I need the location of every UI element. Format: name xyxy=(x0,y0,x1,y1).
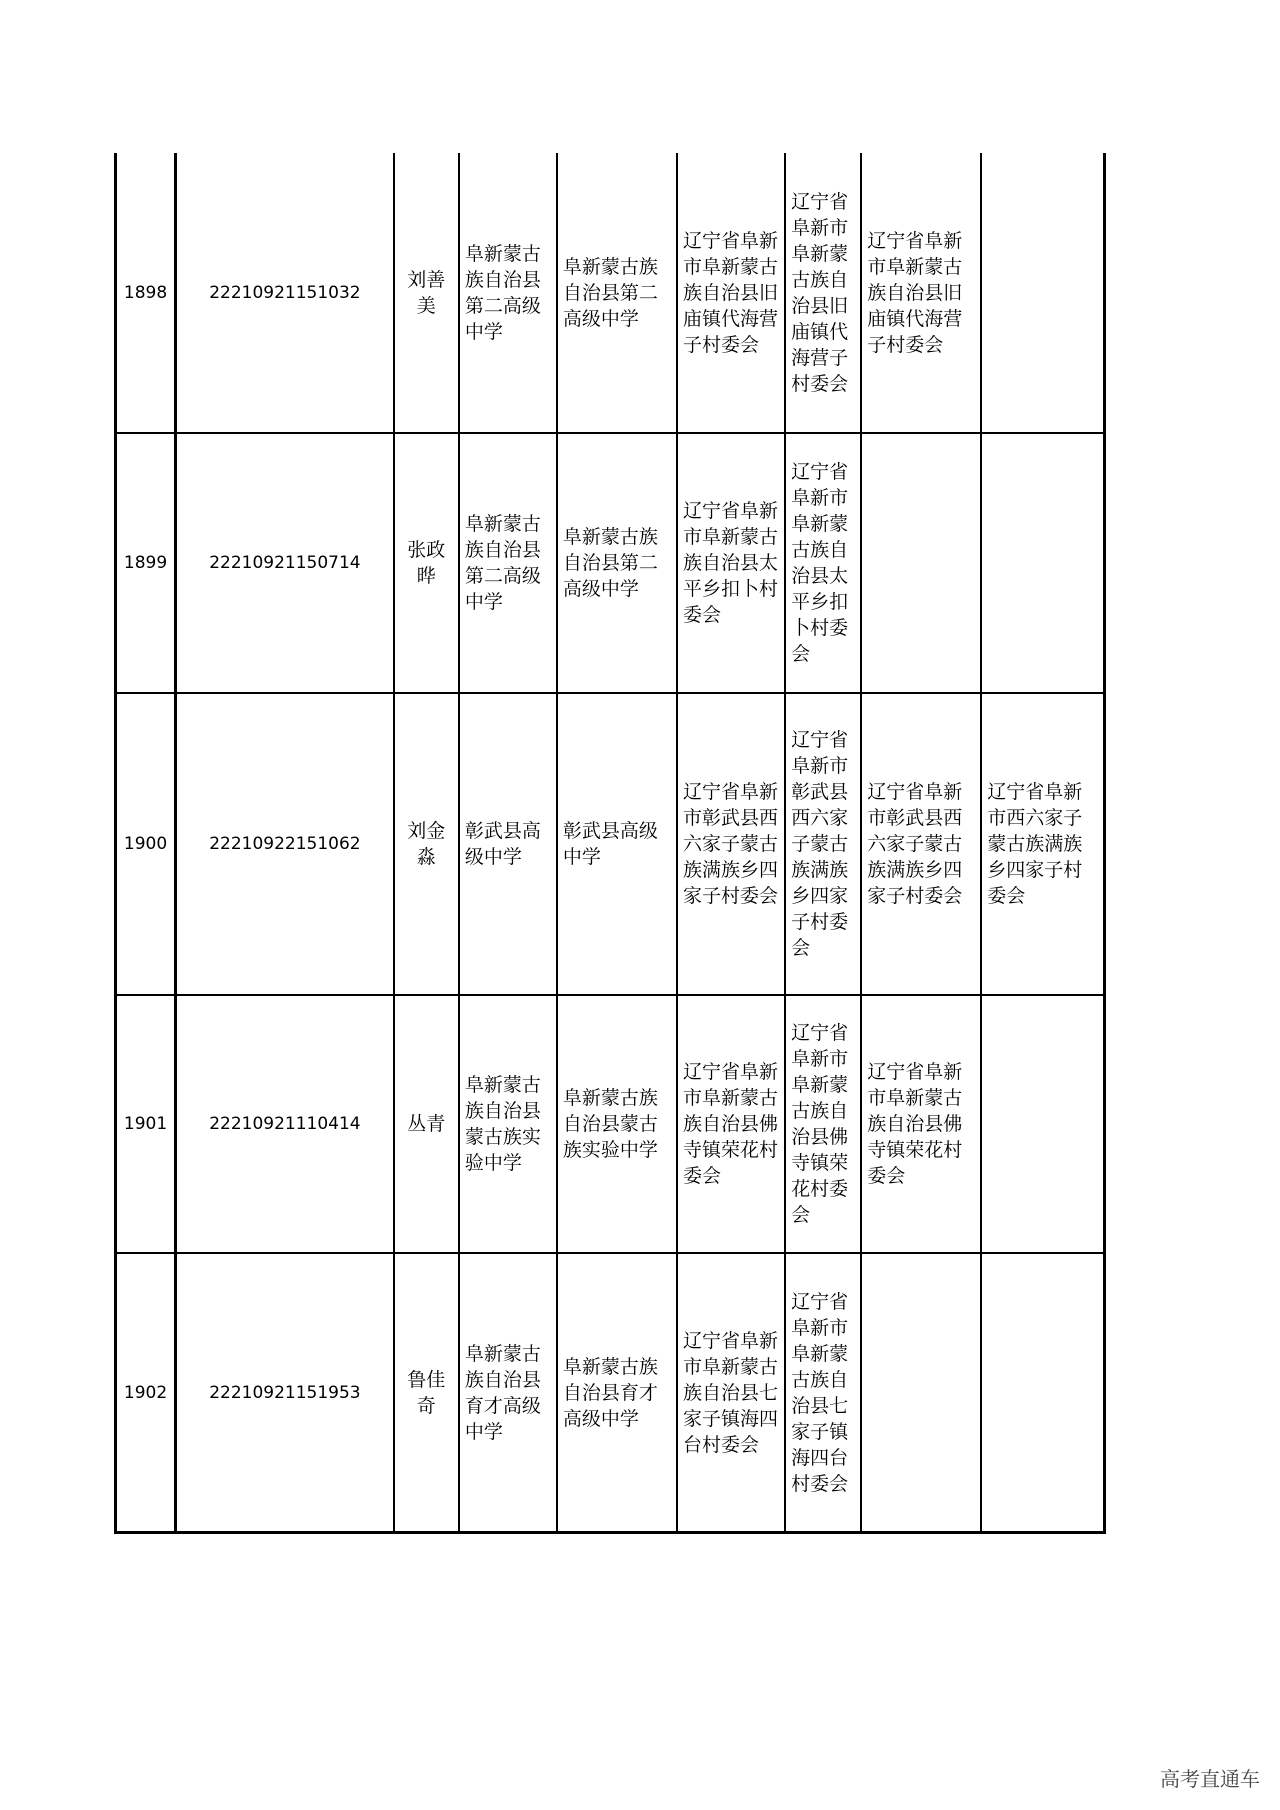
address3-cell xyxy=(861,1253,981,1533)
school-short-cell: 阜新蒙古族自治县第二高级中学 xyxy=(557,153,677,433)
school-cell: 阜新蒙古族自治县第二高级中学 xyxy=(459,433,557,693)
name-cell: 丛青 xyxy=(394,995,459,1253)
name-cell: 张政晔 xyxy=(394,433,459,693)
name-cell: 鲁佳奇 xyxy=(394,1253,459,1533)
school-short-cell: 阜新蒙古族自治县第二高级中学 xyxy=(557,433,677,693)
address3-cell: 辽宁省阜新市阜新蒙古族自治县旧庙镇代海营子村委会 xyxy=(861,153,981,433)
exam-id-cell: 22210921151953 xyxy=(176,1253,394,1533)
seq-cell: 1898 xyxy=(116,153,176,433)
table-row xyxy=(116,693,1105,995)
table-row xyxy=(116,995,1105,1253)
seq-cell: 1902 xyxy=(116,1253,176,1533)
address3-cell: 辽宁省阜新市阜新蒙古族自治县佛寺镇荣花村委会 xyxy=(861,995,981,1253)
address1-cell: 辽宁省阜新市阜新蒙古族自治县七家子镇海四台村委会 xyxy=(677,1253,785,1533)
seq-cell: 1900 xyxy=(116,693,176,995)
name-cell: 刘金淼 xyxy=(394,693,459,995)
address1-cell: 辽宁省阜新市阜新蒙古族自治县佛寺镇荣花村委会 xyxy=(677,995,785,1253)
table-row xyxy=(116,1253,1105,1533)
address4-cell xyxy=(981,433,1104,693)
address1-cell: 辽宁省阜新市彰武县西六家子蒙古族满族乡四家子村委会 xyxy=(677,693,785,995)
seq-cell: 1901 xyxy=(116,995,176,1253)
address2-cell: 辽宁省阜新市彰武县西六家子蒙古族满族乡四家子村委会 xyxy=(785,693,861,995)
address2-cell: 辽宁省阜新市阜新蒙古族自治县佛寺镇荣花村委会 xyxy=(785,995,861,1253)
exam-id-cell: 22210922151062 xyxy=(176,693,394,995)
address1-cell: 辽宁省阜新市阜新蒙古族自治县太平乡扣卜村委会 xyxy=(677,433,785,693)
address2-cell: 辽宁省阜新市阜新蒙古族自治县太平乡扣卜村委会 xyxy=(785,433,861,693)
address4-cell xyxy=(981,995,1104,1253)
exam-id-cell: 22210921150714 xyxy=(176,433,394,693)
school-cell: 彰武县高级中学 xyxy=(459,693,557,995)
name-cell: 刘善美 xyxy=(394,153,459,433)
school-cell: 阜新蒙古族自治县蒙古族实验中学 xyxy=(459,995,557,1253)
address1-cell: 辽宁省阜新市阜新蒙古族自治县旧庙镇代海营子村委会 xyxy=(677,153,785,433)
address4-cell: 辽宁省阜新市西六家子蒙古族满族乡四家子村委会 xyxy=(981,693,1104,995)
watermark: 高考直通车 xyxy=(1160,1767,1260,1791)
exam-id-cell: 22210921110414 xyxy=(176,995,394,1253)
table-row xyxy=(116,433,1105,693)
roster-table xyxy=(114,153,1106,1534)
address3-cell xyxy=(861,433,981,693)
address2-cell: 辽宁省阜新市阜新蒙古族自治县旧庙镇代海营子村委会 xyxy=(785,153,861,433)
seq-cell: 1899 xyxy=(116,433,176,693)
school-short-cell: 阜新蒙古族自治县蒙古族实验中学 xyxy=(557,995,677,1253)
exam-id-cell: 22210921151032 xyxy=(176,153,394,433)
address2-cell: 辽宁省阜新市阜新蒙古族自治县七家子镇海四台村委会 xyxy=(785,1253,861,1533)
address4-cell xyxy=(981,153,1104,433)
school-cell: 阜新蒙古族自治县育才高级中学 xyxy=(459,1253,557,1533)
school-short-cell: 阜新蒙古族自治县育才高级中学 xyxy=(557,1253,677,1533)
school-cell: 阜新蒙古族自治县第二高级中学 xyxy=(459,153,557,433)
table-row xyxy=(116,153,1105,433)
address3-cell: 辽宁省阜新市彰武县西六家子蒙古族满族乡四家子村委会 xyxy=(861,693,981,995)
school-short-cell: 彰武县高级中学 xyxy=(557,693,677,995)
address4-cell xyxy=(981,1253,1104,1533)
